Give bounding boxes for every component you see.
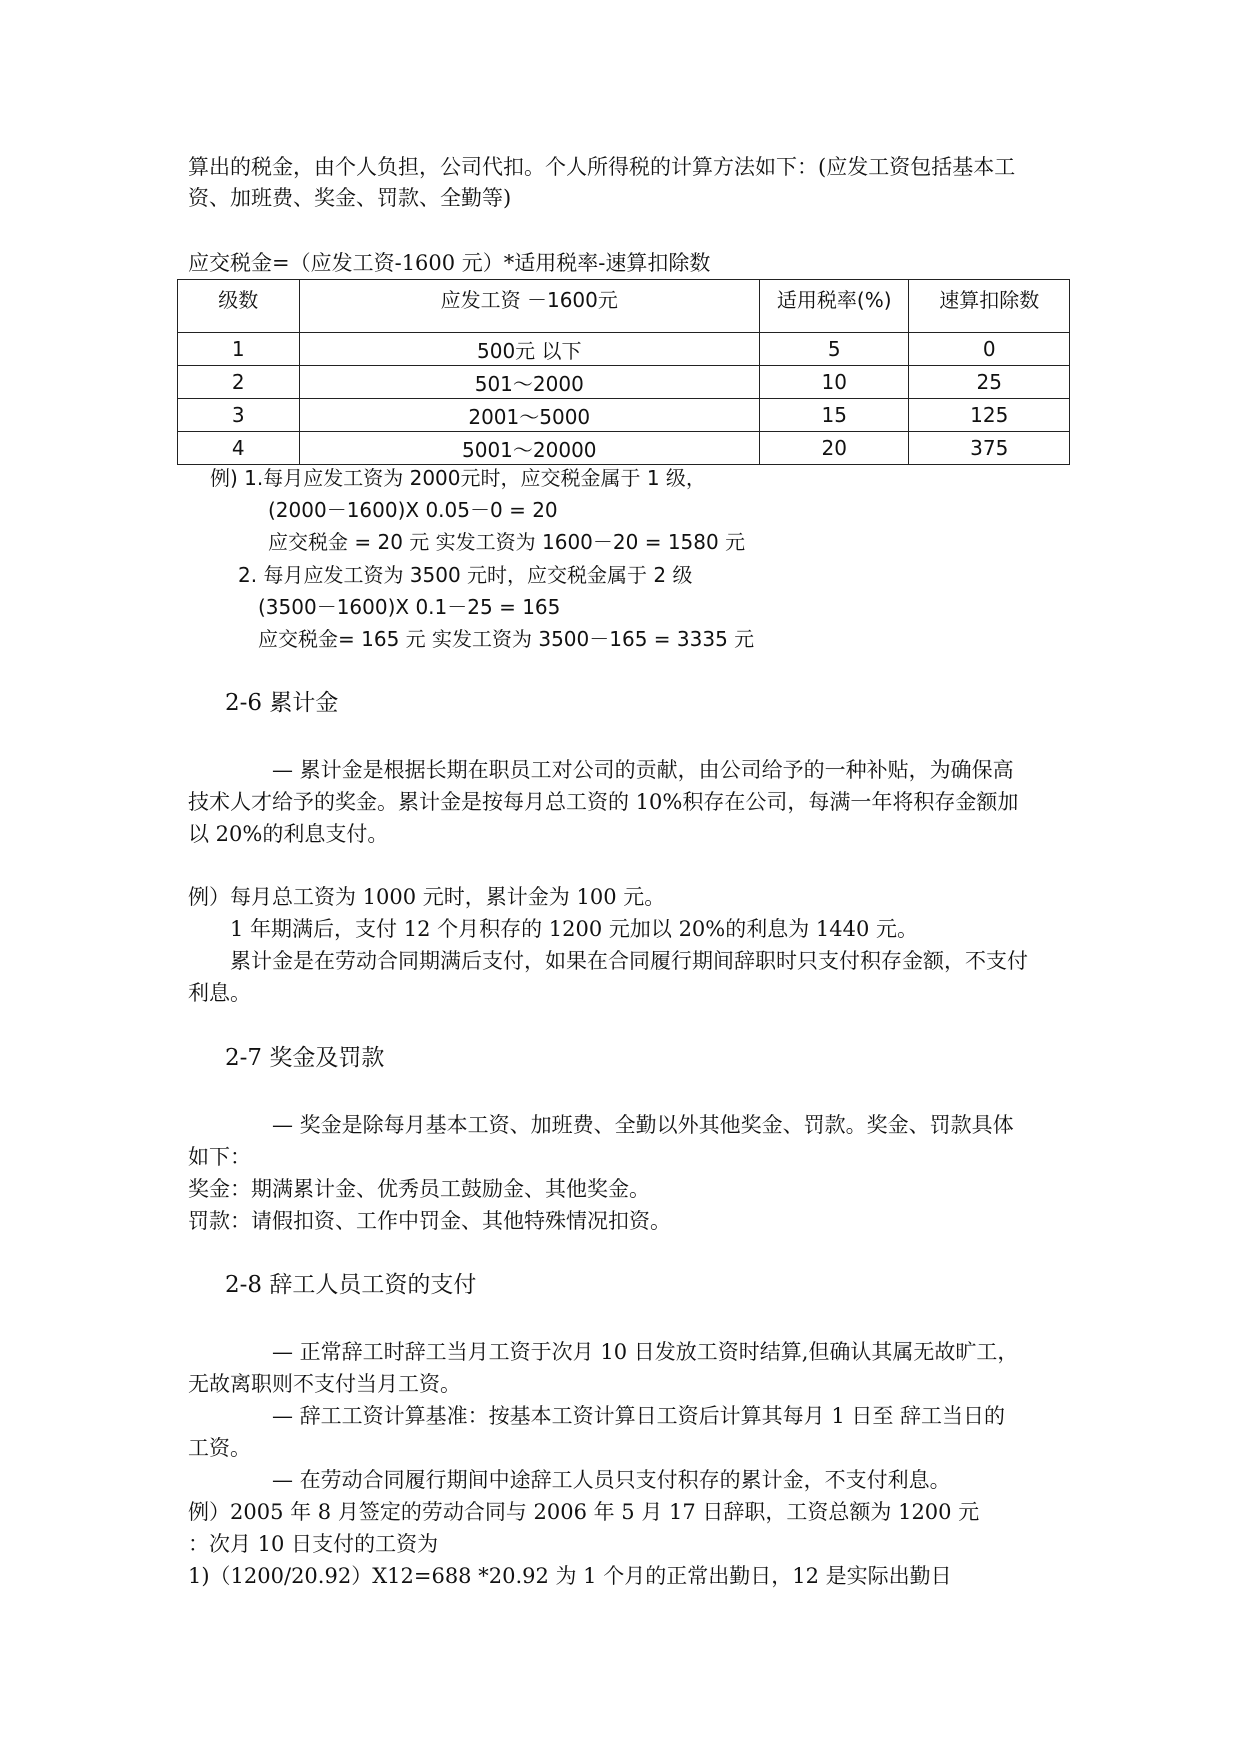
tax-example-2-calc: (3500－1600)X 0.1－25 = 165 [258,595,561,619]
section-2-6-example-line-2: 1 年期满后，支付 12 个月积存的 1200 元加以 20%的利息为 1440 元。 [230,917,919,941]
cell-salary: 501～2000 [299,366,759,399]
intro-line-1: 算出的税金，由个人负担，公司代扣。个人所得税的计算方法如下：(应发工资包括基本工 [188,155,1016,179]
section-2-8-example-line-2: ：次月 10 日支付的工资为 [188,1532,439,1556]
cell-deduction: 0 [909,333,1070,366]
cell-salary: 500元 以下 [299,333,759,366]
section-2-6-example-line-3: 累计金是在劳动合同期满后支付，如果在合同履行期间辞职时只支付积存金额，不支付 [230,949,1028,973]
cell-salary: 2001～5000 [299,399,759,432]
header-level: 级数 [178,280,300,333]
section-2-7-paragraph-line-2: 如下： [188,1145,251,1169]
section-2-7-paragraph-line-1: — 奖金是除每月基本工资、加班费、全勤以外其他奖金、罚款。奖金、罚款具体 [272,1113,1014,1137]
section-2-6-paragraph-line-2: 技术人才给予的奖金。累计金是按每月总工资的 10%积存在公司，每满一年将积存金额加 [188,790,1019,814]
tax-example-2-title: 2. 每月应发工资为 3500 元时，应交税金属于 2 级 [238,563,693,587]
cell-deduction: 25 [909,366,1070,399]
penalty-list: 罚款：请假扣资、工作中罚金、其他特殊情况扣资。 [188,1209,671,1233]
table-header-row [178,280,1070,333]
tax-rate-table [177,279,1070,465]
section-2-6-example-line-4: 利息。 [188,981,251,1005]
table-row [178,432,1070,465]
section-2-6-heading: 2-6 累计金 [225,690,339,716]
table-row [178,399,1070,432]
table-row [178,366,1070,399]
section-2-6-example-line-1: 例）每月总工资为 1000 元时，累计金为 100 元。 [188,885,666,909]
intro-line-2: 资、加班费、奖金、罚款、全勤等) [188,186,512,210]
tax-formula: 应交税金=（应发工资-1600 元）*适用税率-速算扣除数 [188,251,711,275]
table-row [178,333,1070,366]
cell-deduction: 375 [909,432,1070,465]
cell-rate: 20 [759,432,909,465]
header-salary: 应发工资 －1600元 [299,280,759,333]
cell-level: 1 [178,333,300,366]
header-deduction: 速算扣除数 [909,280,1070,333]
cell-level: 2 [178,366,300,399]
tax-example-2-result: 应交税金= 165 元 实发工资为 3500－165 = 3335 元 [258,627,755,651]
cell-rate: 5 [759,333,909,366]
section-2-6-paragraph-line-3: 以 20%的利息支付。 [188,822,389,846]
tax-example-1-title: 例) 1.每月应发工资为 2000元时，应交税金属于 1 级， [210,466,706,490]
section-2-7-heading: 2-7 奖金及罚款 [225,1045,385,1071]
bonus-list: 奖金：期满累计金、优秀员工鼓励金、其他奖金。 [188,1177,650,1201]
section-2-8-example-line-3: 1)（1200/20.92）X12=688 *20.92 为 1 个月的正常出勤日，12 是实际出勤日 [188,1564,952,1588]
section-2-8-example-line-1: 例）2005 年 8 月签定的劳动合同与 2006 年 5 月 17 日辞职，工资总额为 1200 元 [188,1500,980,1524]
cell-level: 4 [178,432,300,465]
cell-rate: 15 [759,399,909,432]
section-2-8-paragraph-2-line-1: — 辞工工资计算基准：按基本工资计算日工资后计算其每月 1 日至 辞工当日的 [272,1404,1006,1428]
tax-example-1-result: 应交税金 = 20 元 实发工资为 1600－20 = 1580 元 [268,530,746,554]
section-2-8-heading: 2-8 辞工人员工资的支付 [225,1272,477,1298]
section-2-6-paragraph-line-1: — 累计金是根据长期在职员工对公司的贡献，由公司给予的一种补贴，为确保高 [272,758,1014,782]
cell-salary: 5001～20000 [299,432,759,465]
section-2-8-paragraph-1-line-1: — 正常辞工时辞工当月工资于次月 10 日发放工资时结算,但确认其属无故旷工， [272,1340,1019,1364]
section-2-8-paragraph-3-line-1: — 在劳动合同履行期间中途辞工人员只支付积存的累计金，不支付利息。 [272,1468,951,1492]
section-2-8-paragraph-1-line-2: 无故离职则不支付当月工资。 [188,1372,461,1396]
tax-example-1-calc: (2000－1600)X 0.05－0 = 20 [268,498,558,522]
section-2-8-paragraph-2-line-2: 工资。 [188,1436,251,1460]
cell-level: 3 [178,399,300,432]
header-rate: 适用税率(%) [759,280,909,333]
cell-rate: 10 [759,366,909,399]
cell-deduction: 125 [909,399,1070,432]
